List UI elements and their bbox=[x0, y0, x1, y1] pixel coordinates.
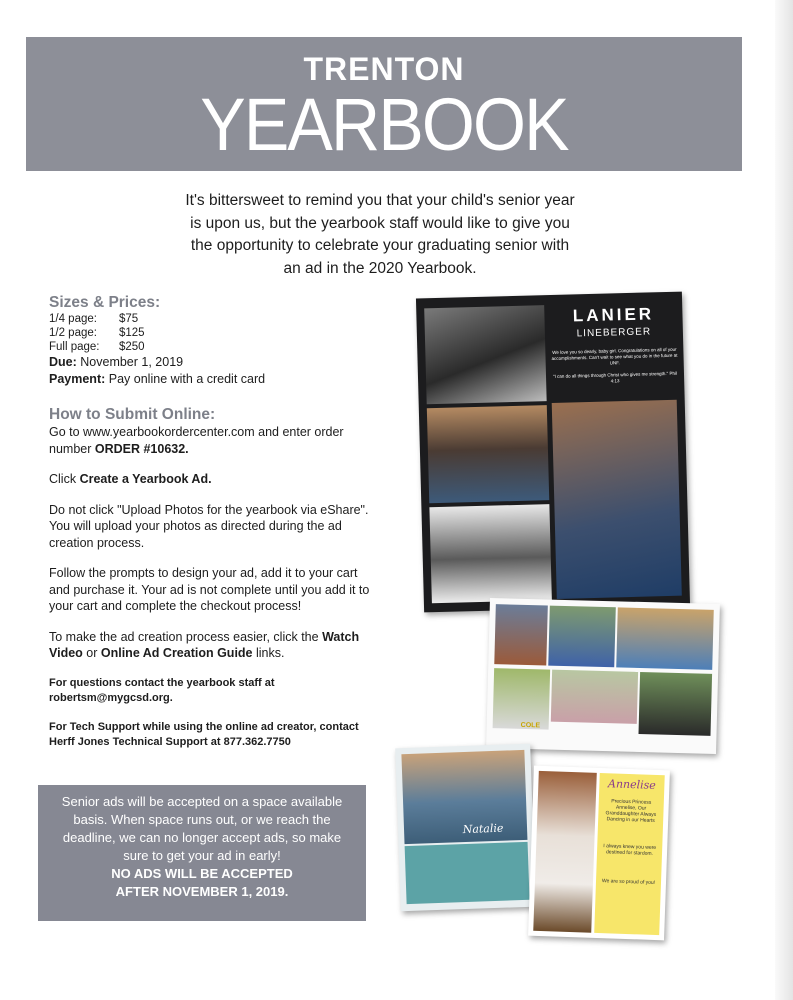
ad-name-block bbox=[550, 304, 678, 386]
ad4-name: Annelise bbox=[607, 777, 657, 792]
create-ad-link: Create a Yearbook Ad. bbox=[79, 472, 212, 486]
notice-line: basis. When space runs out, or we reach the bbox=[73, 812, 331, 827]
notice-line: sure to get your ad in early! bbox=[123, 848, 281, 863]
ad-guide-link: Online Ad Creation Guide bbox=[100, 646, 253, 660]
intro-line: an ad in the 2020 Yearbook. bbox=[283, 259, 477, 277]
notice-line: deadline, we can no longer accept ads, so make bbox=[62, 830, 342, 845]
order-number: ORDER #10632. bbox=[94, 441, 189, 456]
submit-step-url bbox=[49, 424, 379, 457]
photo bbox=[429, 504, 551, 603]
photo bbox=[616, 607, 714, 669]
watch-video-link: Watch Video bbox=[49, 629, 360, 660]
banner-title-main: YEARBOOK bbox=[200, 83, 568, 166]
ad-quote: "I can do all things through Christ who gives me strength." Phil 4:13 bbox=[552, 370, 678, 384]
payment-value: Pay online with a credit card bbox=[108, 372, 266, 386]
intro-line: the opportunity to celebrate your graduating senior with bbox=[190, 237, 570, 254]
sizes-heading: Sizes & Prices: bbox=[49, 294, 161, 311]
submit-step-checkout: Follow the prompts to design your ad, add it to your cart and purchase it. Your ad is not complete until you add it to your cart and complete the checkout process! bbox=[49, 566, 370, 613]
intro-text bbox=[150, 190, 610, 280]
payment-label: Payment: bbox=[49, 372, 106, 386]
price-label: Full page: bbox=[49, 341, 100, 353]
intro-line: It's bittersweet to remind you that your child's senior year bbox=[185, 192, 575, 209]
due-value: November 1, 2019 bbox=[80, 355, 184, 369]
submit-text: links. bbox=[252, 646, 285, 660]
deadline-notice bbox=[38, 785, 366, 921]
photo bbox=[638, 672, 712, 736]
price-row bbox=[49, 326, 379, 340]
photo bbox=[551, 670, 638, 724]
notice-line: Senior ads will be accepted on a space available bbox=[61, 794, 343, 809]
page-edge-shadow bbox=[775, 0, 793, 1000]
submit-text: or bbox=[82, 646, 101, 660]
ad4-message: Precious Princess Annelise, Our Granddaughter Always Dancing in our Hearts bbox=[605, 798, 657, 824]
price-value: $250 bbox=[119, 341, 145, 353]
ad-last-name: LINEBERGER bbox=[576, 326, 652, 340]
sample-ad-half-page bbox=[486, 598, 720, 754]
photo bbox=[424, 305, 546, 404]
info-column bbox=[49, 294, 379, 750]
photo bbox=[552, 400, 682, 599]
contact-info: For questions contact the yearbook staff at robertsm@mygcsd.org. bbox=[49, 676, 275, 704]
photo bbox=[533, 771, 597, 933]
price-value: $75 bbox=[119, 313, 139, 325]
photo bbox=[427, 405, 549, 503]
ad4-message-2: I always knew you were destined for stardom. bbox=[603, 843, 657, 857]
ad-message: We love you so dearly, baby girl. Congratulations on all of your accomplishments. Can't wait to see what you do in the future at UNF. bbox=[551, 346, 678, 366]
price-label: 1/2 page: bbox=[49, 327, 97, 339]
submit-text: To make the ad creation process easier, click the bbox=[49, 629, 323, 644]
price-value: $125 bbox=[119, 327, 145, 339]
due-date bbox=[49, 354, 379, 371]
price-row bbox=[49, 312, 379, 326]
photo bbox=[493, 668, 551, 729]
payment-info bbox=[49, 371, 379, 388]
banner-title-top: TRENTON bbox=[303, 51, 465, 87]
notice-bold-line: AFTER NOVEMBER 1, 2019. bbox=[115, 884, 289, 899]
ad2-name: COLE bbox=[520, 721, 541, 730]
photo bbox=[548, 606, 616, 668]
price-row bbox=[49, 340, 379, 354]
ad-first-name: LANIER bbox=[572, 304, 655, 326]
submit-text: Go to www.yearbookordercenter.com and enter order number bbox=[49, 425, 344, 456]
intro-line: is upon us, but the yearbook staff would like to give you bbox=[190, 214, 570, 232]
submit-heading: How to Submit Online: bbox=[49, 406, 216, 423]
notice-bold-line: NO ADS WILL BE ACCEPTED bbox=[111, 866, 293, 881]
due-label: Due: bbox=[49, 355, 77, 369]
price-label: 1/4 page: bbox=[49, 313, 97, 325]
ad3-name: Natalie bbox=[462, 821, 504, 837]
submit-step-upload-note: Do not click "Upload Photos for the yearbook via eShare". You will upload your photos as directed during the ad creation process. bbox=[49, 502, 369, 550]
message-panel bbox=[405, 842, 530, 904]
ad4-message-3: We are so proud of you! bbox=[601, 878, 656, 886]
sample-ad-natalie bbox=[395, 744, 536, 912]
sample-ad-full-page bbox=[416, 292, 690, 613]
photo bbox=[494, 604, 548, 665]
tech-support-info: For Tech Support while using the online ad creator, contact Herff Jones Technical Support at 877.362.7750 bbox=[49, 720, 359, 748]
submit-text: Click bbox=[49, 472, 80, 486]
title-banner bbox=[26, 37, 742, 171]
submit-step-create bbox=[49, 471, 379, 488]
sample-ad-annelise bbox=[528, 766, 670, 941]
submit-step-guide bbox=[49, 629, 379, 662]
